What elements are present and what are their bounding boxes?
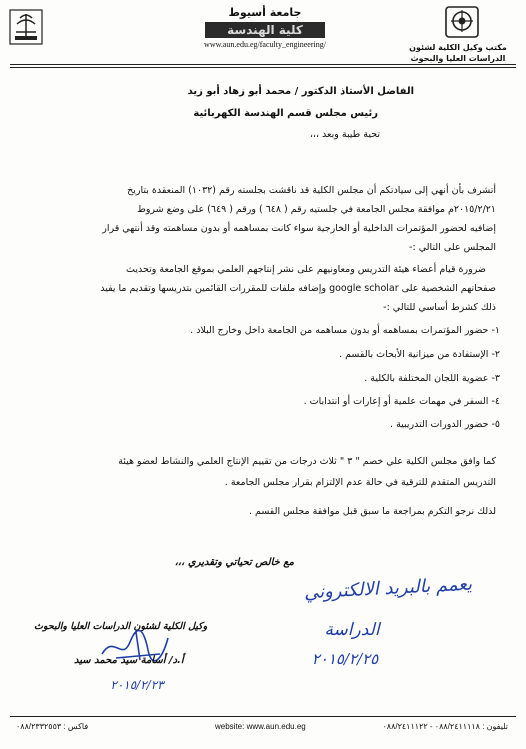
footer-fax: فاكس : ٠٨٨/٢٣٣٢٥٥٣ [16,722,89,731]
paragraph-3-line-1: كما وافق مجلس الكلية علي خصم " ٣ " ثلاث درجات من تقييم الإنتاج العلمي والنشاط لعضو هيئة [118,456,496,467]
signatory-title: وكيل الكلية لشئون الدراسات العليا والبحوث [34,621,208,632]
addressee-title: رئيس مجلس قسم الهندسة الكهربائية [193,108,378,119]
paragraph-1-line-3: إضافيه لحضور المؤتمرات الداخلية أو الخارجية سواء كانت بمساهمه أو بدون مساهمته وقد أنتهي قرار [102,223,496,234]
university-header [170,6,360,49]
office-line-1: مكتب وكيل الكلية لشئون [409,43,507,52]
list-item-5: ٥- حضور الدورات التدريبية . [390,419,500,430]
faculty-name: كلية الهندسة [205,22,325,38]
handwritten-date-right: ٢٠١٥/٢/٢٥ [311,650,379,668]
handwritten-note: يعمم بالبريد الالكتروني [303,573,473,604]
paragraph-1-line-2: ٢٠١٥/٢/٢١م موافقة مجلس الجامعة في جلستيه رقم ( ٦٤٨ ) ورقم ( ٦٤٩) على وضع شروط [137,204,496,215]
list-item-4: ٤- السفر في مهمات علمية أو إعارات أو انتدابات . [303,396,500,407]
faculty-url: www.aun.edu.eg/faculty_engineering/ [204,40,326,49]
office-line-2: الدراسات العليا والبحوث [410,54,506,63]
paragraph-2-line-2: صفحاتهم الشخصية على google scholar وإضافه ملفات للمقررات القائمين بتدريسها وتقديم ما يفيد [100,283,496,294]
university-seal-icon [8,8,44,46]
footer-tel: تليفون : ٠٨٨/٢٤١١١١٨ - ٠٨٨/٢٤١١١٢٢ [382,722,508,731]
footer [10,716,516,731]
signatory-name: أ.د/ أسامة سيد محمد سيد [74,655,184,666]
list-item-3: ٣- عضوية اللجان المختلفة بالكلية . [364,373,500,384]
handwritten-date-left: ٢٠١٥/٢/٢٣ [110,678,164,692]
faculty-logo-icon [442,5,482,41]
footer-website: website: www.aun.edu.eg [215,722,306,731]
paragraph-2-line-3: ذلك كشرط أساسي للتالي :- [383,302,496,313]
header-rule-2 [10,67,516,68]
paragraph-1-line-1: أتشرف بأن أنهي إلى سيادتكم أن مجلس الكلية قد ناقشت بجلسته رقم (١٠٣٢) المنعقدة بتاريخ [127,185,496,196]
sign-off: مع خالص تحياتي وتقديري ،،، [174,557,294,568]
office-header [398,42,518,64]
paragraph-4: لذلك نرجو التكرم بمراجعة ما سبق قبل موافقة مجلس القسم . [248,506,496,517]
paragraph-1-line-4: المجلس على التالي :- [409,242,496,253]
paragraph-3-line-2: التدريس المتقدم للترقية في حالة عدم الإلتزام بقرار مجلس الجامعة . [224,477,496,488]
paragraph-2-line-1: ضرورة قيام أعضاء هيئة التدريس ومعاونيهم على نشر إنتاجهم العلمي بموقع الجامعة وتحديث [126,264,486,275]
university-name: جامعة أسيوط [228,6,302,19]
handwritten-note-2: الدراسة [324,620,380,640]
greeting: تحية طيبة وبعد ،،، [309,129,380,140]
header-rule [10,64,516,65]
list-item-1: ١- حضور المؤتمرات بمساهمه أو بدون مساهمه من الجامعة داخل وخارج البلاد . [190,325,500,336]
addressee-name: الفاضل الأستاذ الدكتور / محمد أبو زهاد أبو زيد [187,86,414,97]
list-item-2: ٢- الإستفادة من ميزانية الأبحاث بالقسم . [339,349,500,360]
